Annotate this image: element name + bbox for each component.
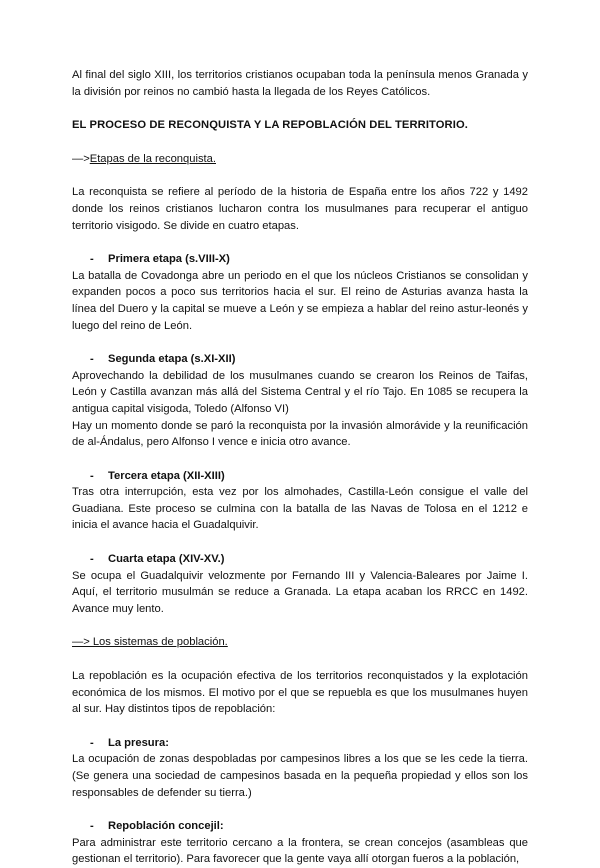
stage-2-text-continued: Hay un momento donde se paró la reconquista por la invasión almorávide y la reunificación de al-Ándalus, pero Alfonso I vence e inicia otro avance. xyxy=(72,419,528,449)
intro-paragraph: Al final del siglo XIII, los territorios cristianos ocupaban toda la península menos Granada y la división por reinos no cambió hasta la llegada de los Reyes Católicos. xyxy=(72,69,528,98)
bullet-dash: - xyxy=(90,469,94,482)
section-heading: EL PROCESO DE RECONQUISTA Y LA REPOBLACIÓN DEL TERRITORIO. xyxy=(72,119,468,132)
stage-4-title: Cuarta etapa (XIV-XV.) xyxy=(108,553,225,566)
arrow-marker: —> xyxy=(72,152,90,165)
bullet-dash: - xyxy=(90,820,94,833)
reconquista-subtitle-text: Etapas de la reconquista. xyxy=(89,152,216,165)
reconquista-subtitle xyxy=(72,151,528,168)
bullet-dash: - xyxy=(90,553,94,566)
stage-1-title: Primera etapa (s.VIII-X) xyxy=(108,253,230,266)
presura-header xyxy=(72,735,528,752)
stage-3-header xyxy=(72,468,528,485)
presura-text: La ocupación de zonas despobladas por campesinos libres a los que se les cede la tierra. (Se genera una sociedad de campesinos basada en la pequeña propiedad y ellos son los responsables de defender su tierra.) xyxy=(72,753,528,799)
stage-2-text: Aprovechando la debilidad de los musulmanes cuando se crearon los Reinos de Taifas, León y Castilla avanzan más allá del Sistema Central y el río Tajo. En 1085 se recupera la antigua capital visigoda, Toledo (Alfonso VI) xyxy=(72,369,528,415)
bullet-dash: - xyxy=(90,736,94,749)
stage-3-title: Tercera etapa (XII-XIII) xyxy=(108,469,225,482)
bullet-dash: - xyxy=(90,253,94,266)
bullet-dash: - xyxy=(90,353,94,366)
concejil-text: Para administrar este territorio cercano a la frontera, se crean concejos (asambleas que gestionan el territorio). Para favorecer que la gente vaya allí otorgan fueros a la población, xyxy=(72,836,528,866)
stage-2-header xyxy=(72,351,528,368)
poblacion-paragraph: La repoblación es la ocupación efectiva de los territorios reconquistados y la explotación económica de los mismos. El motivo por el que se repuebla es que los musulmanes huyen al sur. Hay distintos tipos de repoblación: xyxy=(72,670,528,716)
concejil-header xyxy=(72,818,528,835)
stage-4-header xyxy=(72,551,528,568)
reconquista-paragraph: La reconquista se refiere al período de la historia de España entre los años 722 y 1492 donde los reinos cristianos lucharon contra los musulmanes para recuperar el antiguo territorio visigodo. Se divide en cuatro etapas. xyxy=(72,186,528,232)
document-page xyxy=(72,67,528,868)
concejil-title: Repoblación concejil: xyxy=(108,820,224,833)
stage-1-text: La batalla de Covadonga abre un periodo en el que los núcleos Cristianos se consolidan y expanden pocos a poco sus territorios hacia el sur. El reino de Asturias avanza hasta la línea del Duero y la capital se mueve a León y se empieza a hablar del reino astur-leonés y luego del reino de León. xyxy=(72,269,528,332)
stage-2-title: Segunda etapa (s.XI-XII) xyxy=(108,353,236,366)
poblacion-subtitle: —> Los sistemas de población. xyxy=(72,636,228,649)
stage-3-text: Tras otra interrupción, esta vez por los almohades, Castilla-León consigue el valle del Guadiana. Este proceso se culmina con la batalla de las Navas de Tolosa en el 1212 e inicia el avance hacia el Guadalquivir. xyxy=(72,486,528,532)
stage-1-header xyxy=(72,251,528,268)
presura-title: La presura: xyxy=(108,736,169,749)
stage-4-text: Se ocupa el Guadalquivir velozmente por Fernando III y Valencia-Baleares por Jaime I. Aquí, el territorio musulmán se reduce a Granada. La etapa acaban los RRCC en 1492. Avance muy lento. xyxy=(72,569,528,615)
